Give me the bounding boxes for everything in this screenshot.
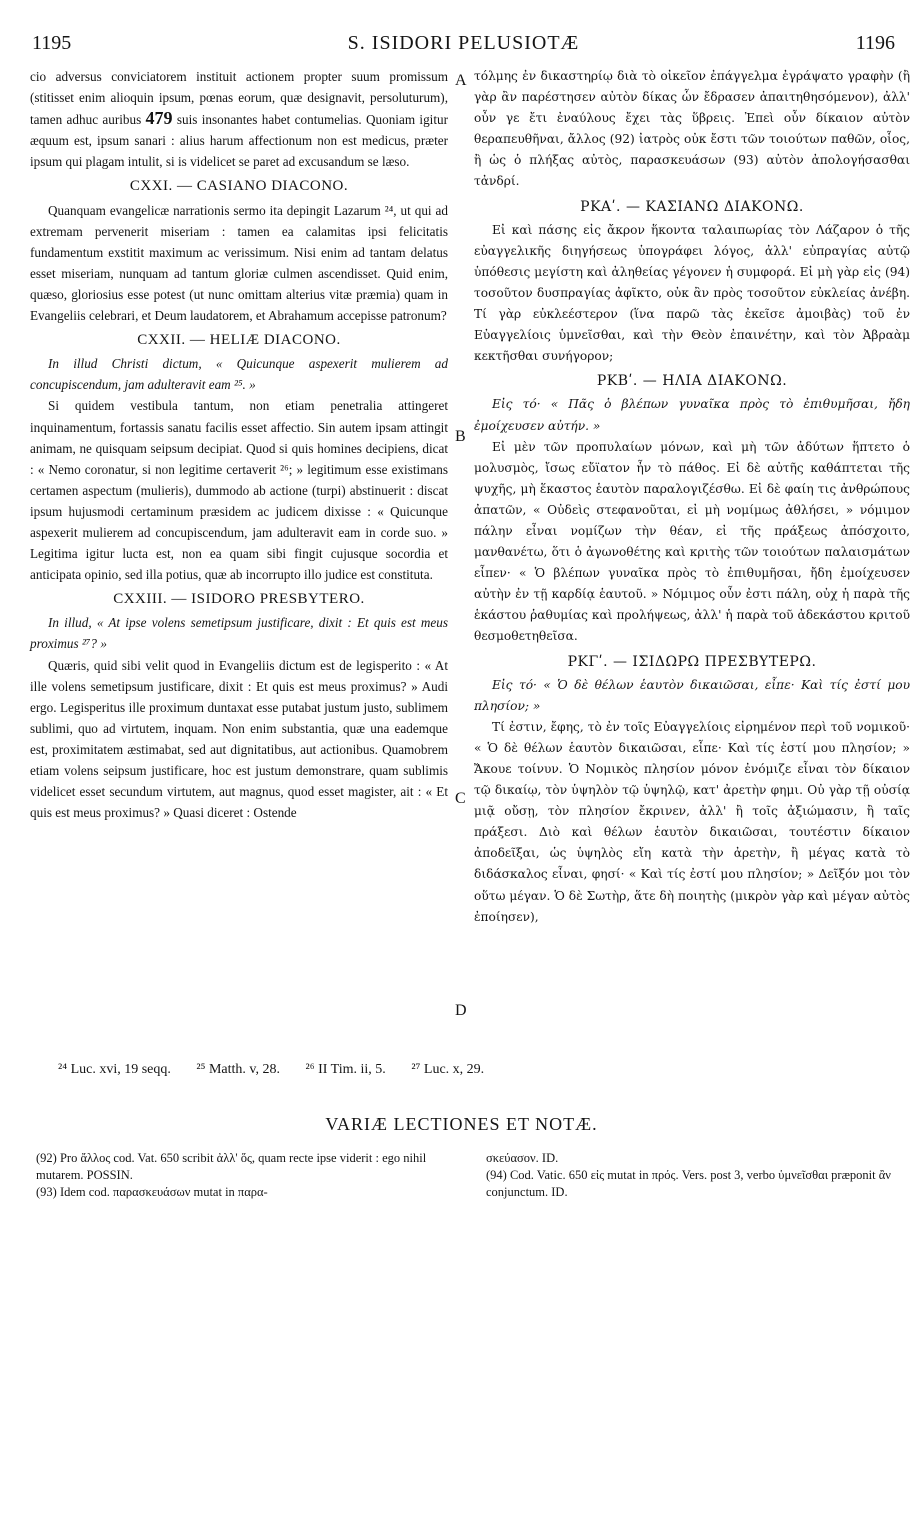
latin-letter-123: Quæris, quid sibi velit quod in Evangeliis dictum est de legisperito : « At ille volens semetipsum justificare, dixit : Et quis est meus proximus? » Audi ergo. Legisperitus ille proximum duntaxat esse putabat justum justo, sublimem sublimi, quo ad virtutem, inquam. Non enim substantia, quæ una eademque est, proximitatem æstimabat, sed aut dignitatibus, aut actionibus. Quamobrem etiam volens seipsum justificare, hoc est justum demonstrare, quam sublimis videlicet esset secundum virtutem, aut magnus, quod esset magister, ait : « Et quis est meus proximus? » Quasi diceret : Ostende (30, 657, 448, 821)
greek-subtitle-123: Εἰς τό· « Ὁ δὲ θέλων ἑαυτὸν δικαιῶσαι, εἶπε· Καὶ τίς ἐστί μου πλησίον; » (474, 677, 910, 713)
footnote-26: ²⁶ II Tim. ii, 5. (305, 1062, 386, 1077)
note-93-cont: σκεύασον. ID. (486, 1151, 559, 1165)
section-heading-122: CXXII. — HELIÆ DIACONO. (137, 332, 341, 349)
greek-letter-123: Τί ἐστιν, ἔφης, τὸ ἐν τοῖς Εὐαγγελίοις εἰρημένον περὶ τοῦ νομικοῦ· « Ὁ δὲ θέλων ἑαυτὸν δικαιῶσαι, εἶπε· Καὶ τίς ἐστί μου πλησίον; » Ἄκουε τοίνυν. Ὁ Νομικὸς πλησίον μόνον ἐνόμιζε εἶναι τὸν δίκαιον τῷ δικαίῳ, τὸν ὑψηλὸν τῷ ὑψηλῷ, κατ' ἀρετὴν φημι. Οὐ γὰρ τῇ οὐσίᾳ μιᾷ οὔσῃ, τὸν πλησίον ἔκρινεν, ἀλλ' ἢ τοῖς ἀξιώμασιν, ἢ ταῖς πράξεσι. Διὸ καὶ θέλων ἑαυτὸν δικαιῶσαι, τουτέστιν δίκαιον ἀποδεῖξαι, ὡς ὑψηλὸς εἴη κατὰ τὴν ἀρετὴν, ἢ μέγας κατὰ τὸ διδάσκαλος εἶναι, φησί· « Καὶ τίς ἐστί μου πλησίον; » Δεῖξόν μοι τὸν οὕτω μέγαν. Ὁ δὲ Σωτὴρ, ἅτε δὴ ποιητὴς (μικρὸν γὰρ καὶ μέγαν αὐτὸς ἐποίησεν), (474, 719, 910, 924)
section-heading-123: CXXIII. — ISIDORO PRESBYTERO. (113, 591, 365, 608)
margin-letter-a: A (455, 72, 467, 89)
greek-letter-122: Εἰ μὲν τῶν προπυλαίων μόνων, καὶ μὴ τῶν ἀδύτων ἥπτετο ὁ μολυσμὸς, ἴσως εὔϊατον ἦν τὸ πάθος. Εἰ δὲ αὐτῆς καθάπτεται τῆς ψυχῆς, μὴ ἕκαστος ἑαυτὸν παραλογιζέσθω. Εἰ δὲ φαίη τις ἀνθρώπους ἀπατῶν, « Οὐδεὶς στεφανοῦται, εἰ μὴ νομίμως ἀθλήσει, » νόμιμον πάλην εἶναι νομίζων τὴν θέαν, εἰ τῆς πράξεως ἀπόσχοιτο, μανθανέτω, ὅτι ὁ ἀγωνοθέτης καὶ κριτὴς τῶν τοιούτων παλαισμάτων εἶπεν· « Ὁ βλέπων γυναῖκα πρὸς τὸ ἐπιθυμῆσαι, ἤδη ἐμοίχευσεν αὐτὴν ἐν τῇ καρδίᾳ ἑαυτοῦ. » Νόμιμος οὖν ἐστι πάλη, οὐχ ἡ παρὰ τῆς ἑκάστου ῥαθυμίας καὶ προλήψεως, ἀλλ' ἡ παρὰ τοῦ ἀδεκάστου κριτοῦ θεσμοθετηθεῖσα. (474, 439, 910, 644)
greek-letter-121: Εἰ καὶ πάσης εἰς ἄκρον ἥκοντα ταλαιπωρίας τὸν Λάζαρον ὁ τῆς εὐαγγελικῆς διηγήσεως ὑπογράφει λόγος, ἀλλ' εὐπραγίας αὐτῷ ὑπόθεσις μεγίστη καὶ ἀληθείας γέγονεν ἡ συμφορά. Εἰ μὴ γὰρ εἰς (94) τοσοῦτον δυσπραγίας ἀφῖκτο, οὐκ ἂν πρὸς τοσοῦτον εὐκλείας ἀνέβη. Τί γὰρ εὐκλεέστερον (ἵνα παρῶ τὰς ἐκεῖσε ἀμοιβὰς) τοῦ ἐν Εὐαγγελίοις ὑμνεῖσθαι, καὶ τὴν Θεὸν ἐπαινέτην, καὶ τὸν Ἀβραὰμ κεκτῆσθαι συνήγορον; (474, 222, 910, 364)
footnotes (58, 1062, 878, 1078)
latin-letter-122: Si quidem vestibula tantum, non etiam penetralia attingeret inquinamentum, fortassis sanatu facilis esset affectio. Sin autem ipsam attingit animam, ne quisquam seipsum decipiat. Quod si quis homines decipiens, dicat : « Nemo coronatur, si non legitime certaverit ²⁶; » legitimum esse existimans certamen aspectum (mulieris), dummodo ab actione (turpi) abstinuerit : discat ipsum hujusmodi certaminum præsidem ac judicem dixisse : « Quicunque aspexerit mulierem ad concupiscendum, jam adulteravit eam in corde suo. » Legitima igitur lucta est, non ea quam sibi fingit cujusque socordia et anticipata opinio, sed illa potius, quæ ab incorrupto illo judice est constituta. (30, 398, 448, 583)
footnote-25: ²⁵ Matth. v, 28. (196, 1062, 281, 1077)
latin-subtitle-123: In illud, « At ipse volens semetipsum justificare, dixit : Et quis est meus proximus ²⁷? » (30, 615, 448, 652)
note-93: (93) Idem cod. παρασκευάσων mutat in παρα- (36, 1185, 268, 1199)
notes-heading: VARIÆ LECTIONES ET NOTÆ. (325, 1114, 598, 1134)
greek-column (474, 66, 910, 928)
latin-intro-text: cio adversus conviciatorem instituit actionem propter suum promissum (stitisset enim alioquin ipsum, pœnas eorum, quæ designavit, persoluturum), tamen adhuc auribus (30, 69, 448, 128)
page-number-right: 1196 (855, 32, 895, 54)
greek-heading-122: ΡΚΒʹ. — ΗΛΙΑ ΔΙΑΚΟΝΩ. (596, 373, 788, 390)
latin-letter-121: Quanquam evangelicæ narrationis sermo ita depingit Lazarum ²⁴, ut qui ad extremam pervenerit miseriam : tamen ea calamitas ipsi felicitatis fundamentum exstitit maximum ac verissimum. Nisi enim ad tantam delatus esset miseriam, nunquam ad tantum gloriæ culmen ascendisset. Quid enim, quæso, gloriosius esse potest (ut nunc omittam alterius vitæ præmia) quam in Evangeliis celebrari, et Deum laudatorem, et Abrahamum accepisse patronum? (30, 202, 448, 324)
notes-left-column (36, 1150, 456, 1201)
greek-heading-121: ΡΚΑʹ. — ΚΑΣΙΑΝΩ ΔΙΑΚΟΝΩ. (580, 198, 804, 215)
greek-heading-123: ΡΚΓʹ. — ΙΣΙΔΩΡΩ ΠΡΕΣΒΥΤΕΡΩ. (567, 653, 817, 670)
greek-subtitle-122: Εἰς τό· « Πᾶς ὁ βλέπων γυναῖκα πρὸς τὸ ἐπιθυμῆσαι, ἤδη ἐμοίχευσεν αὐτήν. » (474, 397, 910, 433)
margin-letter-b: B (455, 428, 466, 445)
footnote-27: ²⁷ Luc. x, 29. (411, 1062, 485, 1077)
footnote-24: ²⁴ Luc. xvi, 19 seqq. (58, 1062, 171, 1077)
note-94: (94) Cod. Vatic. 650 εἰς mutat in πρός. Vers. post 3, verbo ὑμνεῖσθαι præponit ἂν conjunctum. ID. (486, 1168, 891, 1199)
notes-right-column (486, 1150, 896, 1201)
page-header (32, 32, 895, 58)
note-92: (92) Pro ἄλλος cod. Vat. 650 scribit ἀλλ' ὅς, quam recte ipse viderit : ego nihil mutarem. POSSIN. (36, 1151, 427, 1182)
latin-intro-text-2: suis insonantes habet contumelias. Quoniam igitur æquum est, ipsum sanari : alius harum affectionum non est medicus, præter ipsum qui plagam intulit, si is videlicet se paret ad excusandum se læso. (30, 112, 448, 170)
page-number-left: 1195 (32, 32, 72, 54)
latin-column (30, 66, 448, 823)
margin-letter-c: C (455, 790, 466, 807)
running-title: S. ISIDORI PELUSIOTÆ (347, 32, 580, 54)
text-columns (30, 66, 910, 1016)
margin-letter-d: D (455, 1002, 467, 1019)
latin-intro (30, 66, 448, 172)
greek-intro: τόλμης ἐν δικαστηρίῳ διὰ τὸ οἰκεῖον ἐπάγγελμα ἐγράψατο γραφὴν (ἢ γὰρ ἂν παρέστησεν αὐτὸν δίκας ὧν ἔδρασεν ἀπαιτηθησόμενον), ἀλλ' οὖν γε ἔτι ἐναύλους ἔχει τὰς ὕβρεις. Ἐπεὶ οὖν δίκαιον αὐτὸν θεραπευθῆναι, ἄλλος (92) ἰατρὸς οὐκ ἔστι τῶν τοιούτων παθῶν, οἷος, ἢ ὡς ὁ πλήξας αὐτὸς, παρασκευάσων (93) αὐτὸν ἀπολογήσασθαι τἀνδρί. (474, 69, 910, 189)
section-heading-121: CXXI. — CASIANO DIACONO. (129, 178, 349, 195)
latin-subtitle-122: In illud Christi dictum, « Quicunque aspexerit mulierem ad concupiscendum, jam adulteravit eam ²⁵. » (30, 356, 448, 393)
page-marker: 479 (145, 108, 173, 129)
